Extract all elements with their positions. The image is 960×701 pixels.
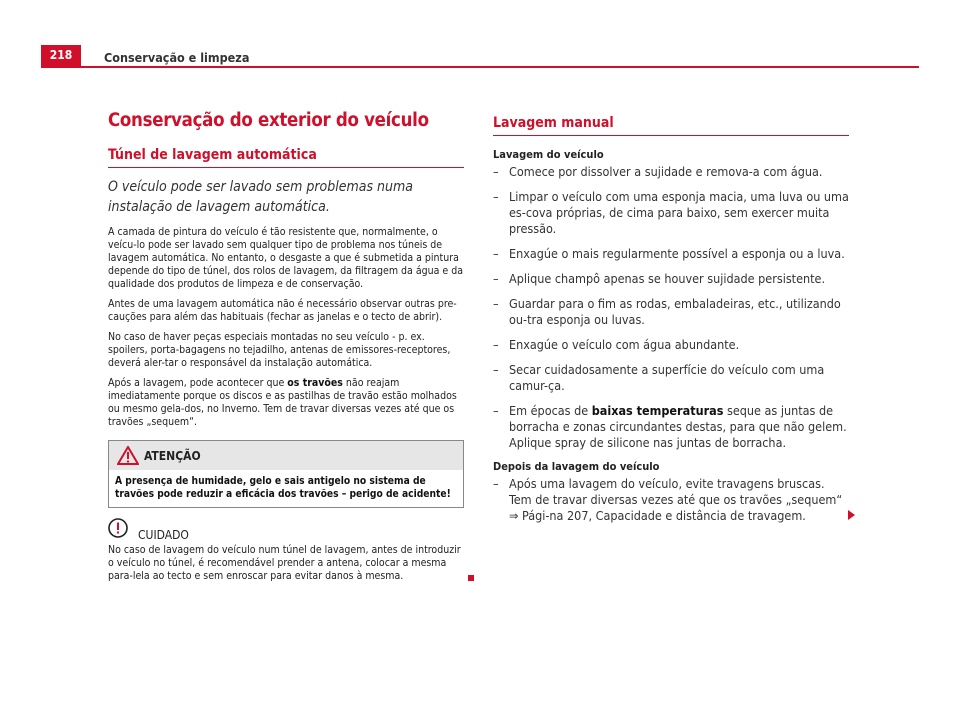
exclamation-circle-icon — [108, 518, 128, 538]
caution-title: CUIDADO — [138, 528, 189, 542]
after-wash-list — [493, 476, 849, 524]
wash-steps-list — [493, 164, 849, 451]
section-end-marker — [468, 575, 474, 581]
list-item-text[interactable]: Após uma lavagem do veículo, evite travagens bruscas. Tem de travar diversas vezes até que os travões „sequem“ ⇒ Pági-na 207, Capacidade e distância de travagem. — [509, 476, 843, 523]
caution-box — [108, 526, 464, 583]
list-item — [493, 164, 849, 180]
continue-arrow-icon — [848, 510, 855, 520]
dash: – — [493, 271, 499, 286]
list-item — [493, 337, 849, 353]
list-item — [493, 189, 849, 237]
list-item-text: Enxagúe o veículo com água abundante. — [509, 337, 740, 352]
paragraph-4-text: Após a lavagem, pode acontecer que — [108, 377, 288, 389]
paragraph-4-bold: os travões — [287, 377, 343, 389]
warning-triangle-icon — [117, 446, 139, 465]
paragraph-1: A camada de pintura do veículo é tão resistente que, normalmente, o veícu-lo pode ser lavado sem qualquer tipo de problema nos túneis de lavagem automática. No entanto, o desgaste a que é submetida a pintura depende do tipo de túnel, dos rolos de lavagem, da filtragem da água e da qualidade dos produtos de limpeza e de conservação. — [108, 226, 463, 290]
dash: – — [493, 403, 499, 418]
list-item — [493, 476, 849, 524]
dash: – — [493, 189, 499, 204]
page-number: 218 — [41, 45, 81, 66]
list-item — [493, 246, 849, 262]
after-wash-subheading: Depois da lavagem do veículo — [493, 460, 660, 473]
dash: – — [493, 296, 499, 311]
header-rule — [41, 66, 919, 68]
paragraph-2: Antes de uma lavagem automática não é necessário observar outras pre-cauções para além das habituais (fechar as janelas e o tecto de abrir). — [108, 298, 457, 323]
left-column — [108, 110, 464, 583]
section-header-title: Conservação e limpeza — [104, 50, 250, 65]
list-item — [493, 296, 849, 328]
list-item-text: Aplique champô apenas se houver sujidade persistente. — [509, 271, 826, 286]
dash: – — [493, 246, 499, 261]
list-item-text: Secar cuidadosamente a superfície do veículo com uma camur-ça. — [509, 362, 825, 393]
page-title: Conservação do exterior do veículo — [108, 110, 429, 131]
intro-text: O veículo pode ser lavado sem problemas numa instalação de lavagem automática. — [108, 179, 413, 215]
dash: – — [493, 476, 499, 491]
paragraph-4 — [108, 377, 464, 429]
list-item-text: Limpar o veículo com uma esponja macia, uma luva ou uma es-cova próprias, de cima para baixo, sem exercer muita pressão. — [509, 189, 849, 236]
list-item-text: Comece por dissolver a sujidade e remova-a com água. — [509, 164, 823, 179]
dash: – — [493, 337, 499, 352]
dash: – — [493, 362, 499, 377]
list-item-text: Guardar para o fim as rodas, embaladeiras, etc., utilizando ou-tra esponja ou luvas. — [509, 296, 841, 327]
warning-body: A presença de humidade, gelo e sais antigelo no sistema de travões pode reduzir a eficácia dos travões – perigo de acidente! — [115, 476, 451, 500]
caution-body-text: No caso de lavagem do veículo num túnel de lavagem, antes de introduzir o veículo no túnel, é recomendável prender a antena, colocar a mesma para-lela ao tecto e sem enroscar para evitar danos à mesma. — [108, 544, 461, 582]
caution-body — [108, 544, 464, 583]
wash-subheading: Lavagem do veículo — [493, 148, 604, 161]
paragraph-3: No caso de haver peças especiais montadas no seu veículo - p. ex. spoilers, porta-bagagens no tejadilho, antenas de emissores-receptores, deverá aler-tar o responsável da instalação automática. — [108, 331, 451, 369]
list-item — [493, 271, 849, 287]
right-column — [493, 115, 849, 533]
list-item-text: Enxagúe o mais regularmente possível a esponja ou a luva. — [509, 246, 845, 261]
warning-box — [108, 440, 464, 508]
paragraph-4-text-end: não reajam imediatamente porque os discos e as pastilhas de travão estão molhados ou mesmo gela-dos, no Inverno. Tem de travar diversas vezes até que os travões „sequem“. — [108, 377, 457, 428]
section-subtitle: Túnel de lavagem automática — [108, 147, 464, 168]
list-item-text: Em épocas de — [509, 403, 592, 418]
dash: – — [493, 164, 499, 179]
list-item — [493, 403, 849, 451]
warning-header — [109, 441, 463, 470]
warning-title: ATENÇÃO — [144, 449, 201, 463]
list-item-text-end: seque as juntas de borracha e zonas circundantes destas, para que não gelem. Aplique spray de silicone nas juntas de borracha. — [509, 403, 847, 450]
list-item — [493, 362, 849, 394]
list-item-bold: baixas temperaturas — [591, 403, 724, 418]
manual-wash-title: Lavagem manual — [493, 115, 849, 136]
